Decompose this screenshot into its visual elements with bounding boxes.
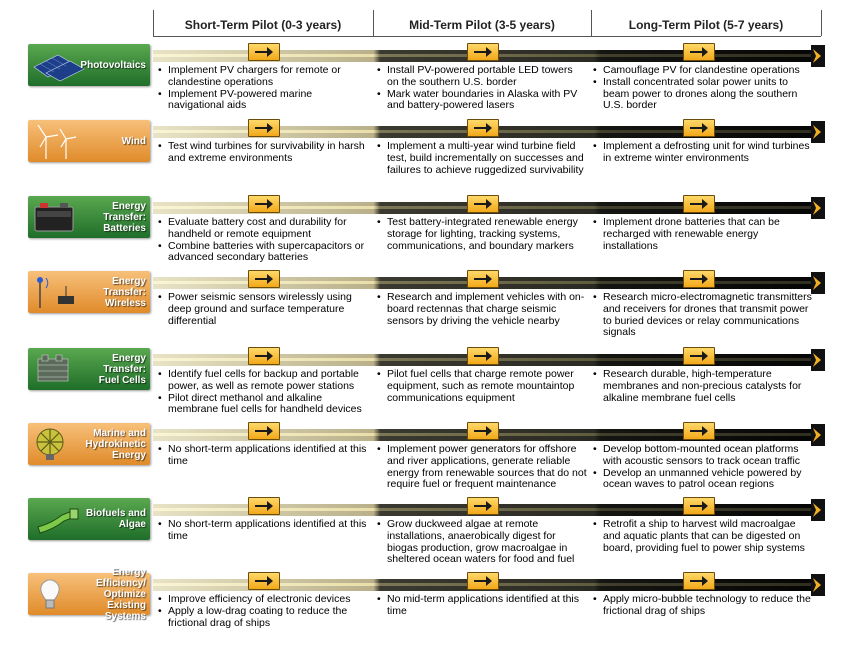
arrow-right-icon [248,422,280,440]
technology-label [28,423,150,465]
technology-label [28,348,150,390]
timeline-end-arrow-icon [811,349,825,371]
long-term-cell [591,444,815,491]
short-term-cell [156,444,368,468]
short-term-bullet: • Apply a low-drag coating to reduce the frictional drag of ships [168,606,368,630]
short-term-cell [156,594,368,629]
short-term-bullet: • Implement PV-powered marine navigational aids [168,89,368,113]
header-mid-term: Mid-Term Pilot (3-5 years) [409,18,555,32]
short-term-cell [156,369,368,416]
arrow-right-icon [683,422,715,440]
technology-label-text: Marine and Hydrokinetic Energy [85,427,146,461]
long-term-bullet: • Develop bottom-mounted ocean platforms with acoustic sensors to track ocean traffic [603,444,815,468]
long-term-cell [591,141,815,165]
short-term-cell [156,519,368,543]
long-term-bullet: • Implement a defrosting unit for wind turbines in extreme winter environments [603,141,815,165]
short-term-bullet: • Evaluate battery cost and durability for handheld or remote equipment [168,217,368,241]
long-term-bullet: • Develop an unmanned vehicle powered by ocean waves to patrol ocean regions [603,468,815,492]
technology-label [28,271,150,313]
mid-term-bullet: • Mark water boundaries in Alaska with PV and battery-powered lasers [387,89,587,113]
mid-term-cell [375,217,587,252]
technology-label-text: Energy Transfer: Wireless [103,275,146,309]
technology-label-text: Photovoltaics [80,59,146,71]
short-term-bullet: • Combine batteries with supercapacitors or advanced secondary batteries [168,241,368,265]
long-term-cell [591,292,815,339]
mid-term-bullet: • Research and implement vehicles with on-board rectennas that charge seismic sensors by driving the vehicle nearby [387,292,587,327]
arrow-right-icon [248,347,280,365]
arrow-right-icon [683,43,715,61]
roadmap-row [0,42,850,118]
arrow-right-icon [467,422,499,440]
technology-label [28,120,150,162]
long-term-bullet: • Research durable, high-temperature membranes and non-precious catalysts for alkaline membrane fuel cells [603,369,815,404]
mid-term-bullet: • Implement a multi-year wind turbine field test, build incrementally on successes and failures to achieve ruggedized survivability [387,141,587,176]
short-term-cell [156,141,368,165]
arrow-right-icon [467,119,499,137]
technology-label-text: Energy Transfer: Batteries [103,200,146,234]
technology-label-text: Biofuels and Algae [85,508,146,530]
arrow-right-icon [248,43,280,61]
arrow-right-icon [683,119,715,137]
short-term-bullet: • Test wind turbines for survivability in harsh and extreme environments [168,141,368,165]
arrow-right-icon [467,497,499,515]
roadmap-row [0,194,850,270]
arrow-right-icon [248,119,280,137]
timeline-end-arrow-icon [811,197,825,219]
header-rule [153,36,821,37]
long-term-bullet: • Implement drone batteries that can be recharged with renewable energy installations [603,217,815,252]
short-term-bullet: • Improve efficiency of electronic devices [168,594,368,606]
short-term-cell [156,65,368,112]
mid-term-cell [375,594,587,618]
long-term-bullet: • Camouflage PV for clandestine operations [603,65,815,77]
arrow-right-icon [467,572,499,590]
mid-term-cell [375,519,587,566]
arrow-right-icon [683,347,715,365]
mid-term-bullet: • Test battery-integrated renewable energy storage for lighting, tracking systems, communications, and boundary markers [387,217,587,252]
roadmap-row [0,566,850,647]
roadmap-row [0,269,850,345]
arrow-right-icon [683,572,715,590]
technology-label [28,44,150,86]
long-term-cell [591,594,815,618]
arrow-right-icon [467,195,499,213]
arrow-right-icon [248,270,280,288]
technology-label [28,566,150,622]
timeline-end-arrow-icon [811,45,825,67]
short-term-bullet: • Pilot direct methanol and alkaline membrane fuel cells for handheld devices [168,393,368,417]
short-term-bullet: • Identify fuel cells for backup and portable power, as well as remote power stations [168,369,368,393]
timeline-end-arrow-icon [811,574,825,596]
arrow-right-icon [248,572,280,590]
technology-label-text: Energy Transfer: Fuel Cells [98,352,146,386]
mid-term-bullet: • Pilot fuel cells that charge remote power equipment, such as remote mountaintop communications equipment [387,369,587,404]
arrow-right-icon [683,195,715,213]
mid-term-bullet: • Implement power generators for offshore and river applications, generate reliable energy from renewable sources that do not require fuel or frequent maintenance [387,444,587,491]
short-term-bullet: • No short-term applications identified at this time [168,444,368,468]
technology-label-text: Energy Efficiency/ Optimize Existing Systems [95,566,146,622]
short-term-bullet: • No short-term applications identified at this time [168,519,368,543]
long-term-bullet: • Install concentrated solar power units to beam power to drones along the southern U.S. border [603,77,815,112]
header-short-term: Short-Term Pilot (0-3 years) [184,18,342,32]
header-divider [153,10,154,36]
arrow-right-icon [467,270,499,288]
mid-term-bullet: • Grow duckweed algae at remote installations, anaerobically digest for biogas production, grow macroalgae in sheltered ocean waters for food and fuel [387,519,587,566]
short-term-cell [156,292,368,327]
long-term-bullet: • Apply micro-bubble technology to reduce the frictional drag of ships [603,594,815,618]
long-term-cell [591,369,815,404]
timeline-end-arrow-icon [811,121,825,143]
header-divider [821,10,822,36]
arrow-right-icon [683,497,715,515]
roadmap-row [0,421,850,497]
arrow-right-icon [683,270,715,288]
mid-term-cell [375,292,587,327]
long-term-bullet: • Research micro-electromagnetic transmitters and receivers for drones that transmit power to buried devices or relay communications signals [603,292,815,339]
timeline-end-arrow-icon [811,499,825,521]
timeline-end-arrow-icon [811,424,825,446]
technology-label [28,498,150,540]
arrow-right-icon [248,195,280,213]
long-term-cell [591,217,815,252]
roadmap-row [0,118,850,194]
long-term-cell [591,65,815,112]
mid-term-cell [375,369,587,404]
timeline-end-arrow-icon [811,272,825,294]
arrow-right-icon [467,347,499,365]
header-divider [373,10,374,36]
short-term-bullet: • Implement PV chargers for remote or clandestine operations [168,65,368,89]
mid-term-cell [375,65,587,112]
roadmap-row [0,496,850,572]
technology-label [28,196,150,238]
mid-term-bullet: • Install PV-powered portable LED towers on the southern U.S. border [387,65,587,89]
arrow-right-icon [467,43,499,61]
long-term-cell [591,519,815,554]
arrow-right-icon [248,497,280,515]
mid-term-cell [375,141,587,176]
short-term-cell [156,217,368,264]
short-term-bullet: • Power seismic sensors wirelessly using deep ground and surface temperature differential [168,292,368,327]
header-long-term: Long-Term Pilot (5-7 years) [628,18,784,32]
roadmap-row [0,346,850,422]
mid-term-bullet: • No mid-term applications identified at this time [387,594,587,618]
mid-term-cell [375,444,587,491]
long-term-bullet: • Retrofit a ship to harvest wild macroalgae and aquatic plants that can be digested on board, providing fuel to power ship systems [603,519,815,554]
technology-label-text: Wind [121,135,146,147]
header-divider [591,10,592,36]
